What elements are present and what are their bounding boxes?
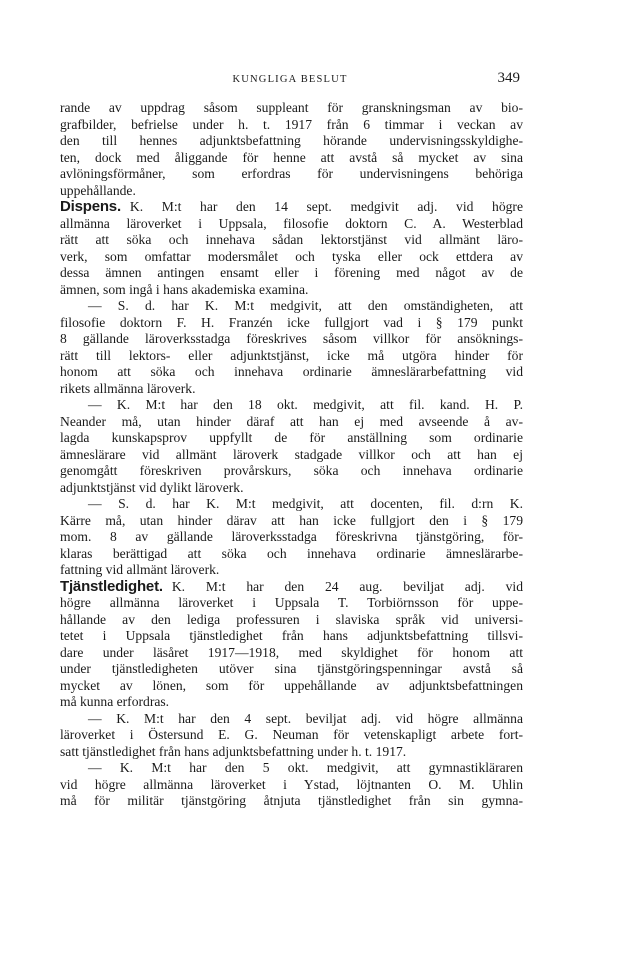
line-text: vid högre allmänna läroverket i Ystad, löjtnanten O. M. Uhlin bbox=[60, 776, 523, 792]
line-text: Kärre må, utan hinder därav att han icke fullgjort den i § 179 bbox=[60, 512, 523, 528]
text-line bbox=[60, 612, 523, 629]
text-line bbox=[60, 249, 523, 266]
line-text: läroverket i Östersund E. G. Neuman för vetenskapligt arbete fort- bbox=[60, 727, 523, 742]
line-text: rikets allmänna läroverk. bbox=[60, 380, 196, 396]
line-text: rätt till lektors- eller adjunktstjänst, icke må utgöra hinder för bbox=[60, 347, 523, 363]
line-text: högre allmänna läroverket i Uppsala T. Torbiörnsson för uppe- bbox=[60, 595, 523, 610]
text-line bbox=[60, 678, 523, 695]
body-text bbox=[60, 100, 523, 810]
text-line bbox=[60, 183, 523, 200]
text-line bbox=[60, 711, 523, 728]
line-text: — S. d. har K. M:t medgivit, att den omständigheten, att bbox=[88, 298, 523, 313]
text-line bbox=[60, 661, 523, 678]
line-text: må för militär tjänstgöring åtnjuta tjänstledighet från sin gymna- bbox=[60, 793, 523, 808]
text-line bbox=[60, 133, 523, 150]
text-line bbox=[60, 513, 523, 530]
text-line bbox=[60, 760, 523, 777]
text-line bbox=[60, 694, 523, 711]
text-line bbox=[60, 364, 523, 381]
text-line bbox=[60, 315, 523, 332]
line-text: — K. M:t har den 4 sept. beviljat adj. vid högre allmänna bbox=[88, 710, 523, 726]
line-text: Neander må, utan hinder däraf att han ej med avseende å av- bbox=[60, 413, 523, 429]
text-line bbox=[60, 430, 523, 447]
text-line bbox=[60, 480, 523, 497]
text-line bbox=[60, 100, 523, 117]
text-line bbox=[60, 727, 523, 744]
line-text: filosofie doktorn F. H. Franzén icke fullgjort vad i § 179 punkt bbox=[60, 314, 523, 330]
text-line bbox=[60, 546, 523, 563]
running-head: KUNGLIGA BESLUT bbox=[232, 74, 348, 85]
text-line bbox=[60, 166, 523, 183]
line-text: mom. 8 av gällande läroverksstadga föreskrivna tjänstgöring, för- bbox=[60, 529, 523, 544]
text-line bbox=[60, 298, 523, 315]
section-heading: Tjänstledighet. bbox=[60, 577, 163, 595]
line-text: grafbilder, befrielse under h. t. 1917 från 6 timmar i veckan av bbox=[60, 116, 523, 132]
line-text: satt tjänstledighet från hans adjunktsbefattning under h. t. 1917. bbox=[60, 743, 407, 759]
line-text: K. M:t har den 14 sept. medgivit adj. vid högre bbox=[129, 199, 523, 214]
line-text: rande av uppdrag såsom suppleant för granskningsman av bio- bbox=[60, 100, 523, 115]
line-text: ämneslärare vid allmänt läroverk stadgade villkor och att han ej bbox=[60, 446, 523, 462]
text-line bbox=[60, 414, 523, 431]
text-line bbox=[60, 645, 523, 662]
page-header bbox=[60, 70, 520, 94]
text-line bbox=[60, 777, 523, 794]
line-text: — K. M:t har den 18 okt. medgivit, att fil. kand. H. P. bbox=[88, 397, 523, 412]
line-text: klaras berättigad att söka och innehava ordinarie ämneslärarbe- bbox=[60, 545, 523, 561]
line-text: honom att söka och innehava ordinarie ämneslärarbefattning vid bbox=[60, 364, 523, 379]
line-text: ämnen, som ingå i hans akademiska examina. bbox=[60, 281, 309, 297]
text-line bbox=[60, 397, 523, 414]
text-line bbox=[60, 232, 523, 249]
line-text: — S. d. har K. M:t medgivit, att docenten, fil. d:rn K. bbox=[88, 496, 523, 511]
line-text: — K. M:t har den 5 okt. medgivit, att gymnastikläraren bbox=[88, 760, 523, 775]
page-number: 349 bbox=[497, 70, 520, 86]
line-text: lagda kunskapsprov uppfyllt de för anställning som ordinarie bbox=[60, 430, 523, 445]
line-text: uppehållande. bbox=[60, 182, 136, 198]
line-text: hållande av den lediga professuren i slaviska språk vid universi- bbox=[60, 611, 523, 627]
text-line bbox=[60, 496, 523, 513]
text-line bbox=[60, 199, 523, 216]
line-text: 8 gällande läroverksstadga föreskrives såsom villkor för ansöknings- bbox=[60, 331, 523, 346]
line-text: K. M:t har den 24 aug. beviljat adj. vid bbox=[171, 578, 523, 594]
line-text: ten, dock med åliggande för henne att avstå så mycket av sina bbox=[60, 149, 523, 165]
text-line bbox=[60, 579, 523, 596]
text-line bbox=[60, 628, 523, 645]
line-text: mycket av lönen, som för uppehållande av adjunktsbefattningen bbox=[60, 677, 523, 693]
text-line bbox=[60, 265, 523, 282]
text-line bbox=[60, 331, 523, 348]
line-text: genomgått föreskriven provårskurs, söka och innehava ordinarie bbox=[60, 463, 523, 478]
text-line bbox=[60, 562, 523, 579]
line-text: allmänna läroverket i Uppsala, filosofie doktorn C. A. Westerblad bbox=[60, 215, 523, 231]
text-line bbox=[60, 381, 523, 398]
section-heading: Dispens. bbox=[60, 198, 121, 215]
text-line bbox=[60, 150, 523, 167]
text-line bbox=[60, 463, 523, 480]
text-line bbox=[60, 348, 523, 365]
line-text: rätt att söka och innehava sådan lektorstjänst vid allmänt läro- bbox=[60, 232, 523, 247]
text-line bbox=[60, 595, 523, 612]
line-text: adjunktstjänst vid dylikt läroverk. bbox=[60, 479, 244, 495]
line-text: verk, som omfattar modersmålet och tyska eller ock ettdera av bbox=[60, 248, 523, 264]
text-line bbox=[60, 282, 523, 299]
text-line bbox=[60, 216, 523, 233]
line-text: den till hennes adjunktsbefattning hörande undervisningsskyldighe- bbox=[60, 133, 523, 148]
text-line bbox=[60, 744, 523, 761]
line-text: må kunna erfordras. bbox=[60, 694, 170, 709]
line-text: under tjänstledigheten utöver sina tjänstgöringspenningar avstå så bbox=[60, 661, 523, 676]
text-line bbox=[60, 529, 523, 546]
line-text: dessa ämnen antingen ensamt eller i förening med något av de bbox=[60, 265, 523, 280]
text-line bbox=[60, 117, 523, 134]
line-text: tetet i Uppsala tjänstledighet från hans adjunktsbefattning tillsvi- bbox=[60, 628, 523, 643]
line-text: dare under läsåret 1917—1918, med skyldighet för honom att bbox=[60, 644, 523, 660]
text-line bbox=[60, 793, 523, 810]
line-text: fattning vid allmänt läroverk. bbox=[60, 562, 220, 577]
text-line bbox=[60, 447, 523, 464]
line-text: avlöningsförmåner, som erfordras för undervisningens behöriga bbox=[60, 166, 523, 181]
